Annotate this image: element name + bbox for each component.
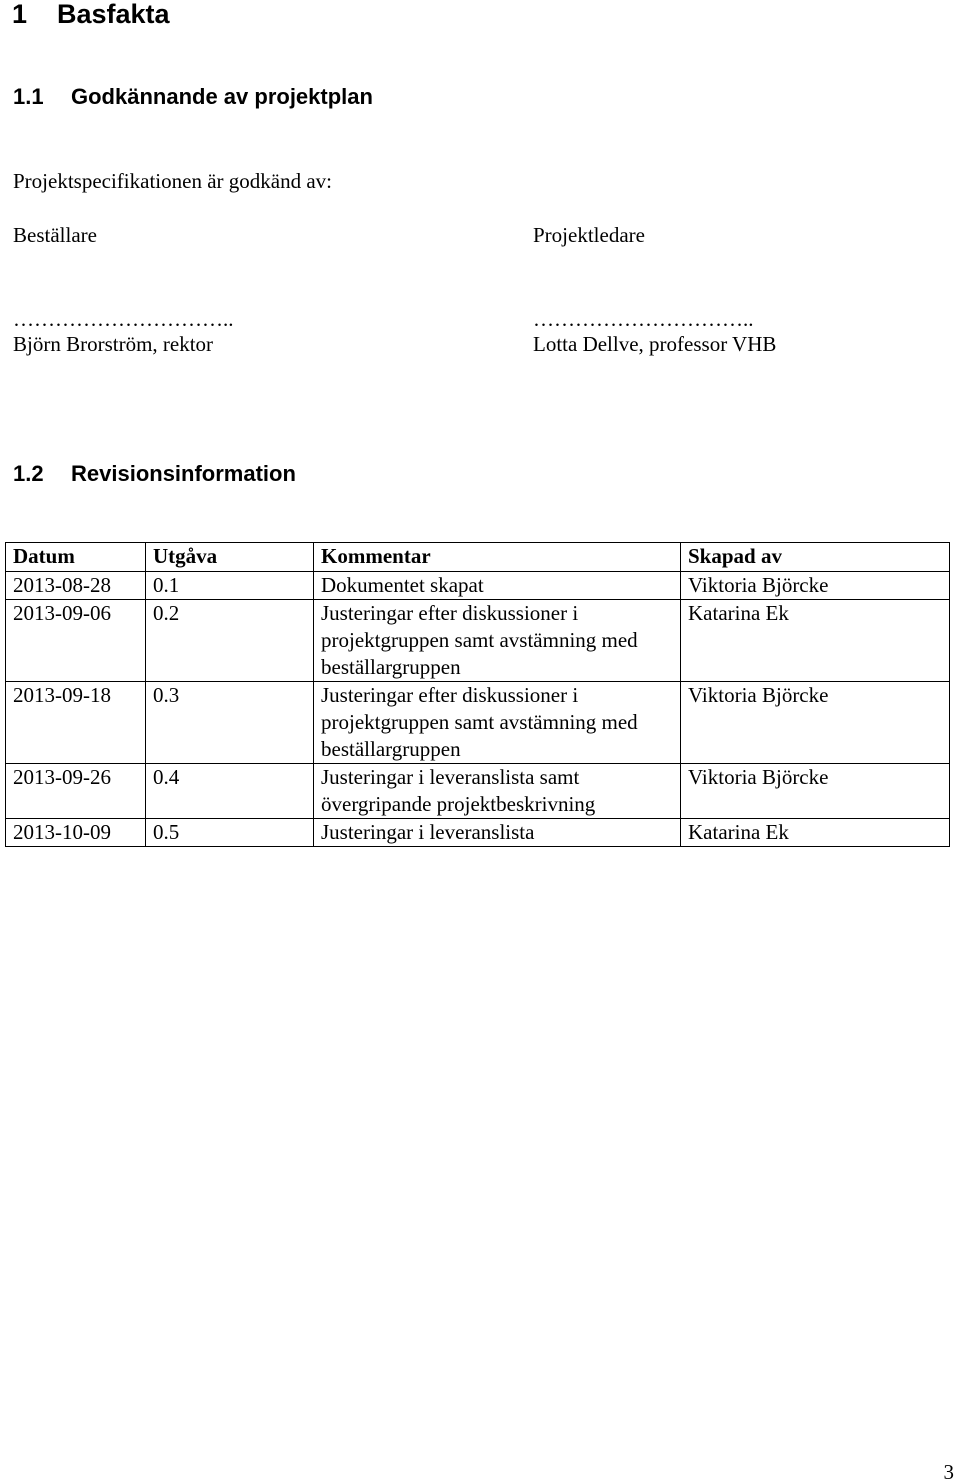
- cell-kommentar: Justeringar efter diskussioner i projektgruppen samt avstämning med beställargruppen: [314, 682, 681, 764]
- cell-datum: 2013-08-28: [6, 572, 146, 600]
- orderer-name: Björn Brorström, rektor: [13, 332, 214, 356]
- revision-number: 1.2: [13, 461, 44, 486]
- section-heading: [12, 0, 170, 30]
- cell-skapad-av: Viktoria Björcke: [681, 572, 950, 600]
- cell-utgava: 0.5: [146, 819, 314, 847]
- table-row: [6, 819, 950, 847]
- cell-datum: 2013-09-18: [6, 682, 146, 764]
- page-number: 3: [943, 1460, 954, 1484]
- header-utgava: Utgåva: [146, 543, 314, 572]
- orderer-label: Beställare: [13, 223, 97, 247]
- section-number: 1: [12, 0, 28, 29]
- cell-utgava: 0.1: [146, 572, 314, 600]
- cell-kommentar: Justeringar i leveranslista samt övergripande projektbeskrivning: [314, 764, 681, 819]
- cell-skapad-av: Viktoria Björcke: [681, 682, 950, 764]
- cell-kommentar: Justeringar i leveranslista: [314, 819, 681, 847]
- cell-utgava: 0.2: [146, 600, 314, 682]
- cell-datum: 2013-09-06: [6, 600, 146, 682]
- table-row: [6, 600, 950, 682]
- cell-skapad-av: Katarina Ek: [681, 819, 950, 847]
- cell-datum: 2013-09-26: [6, 764, 146, 819]
- project-manager-signature-line: …………………………..: [533, 307, 754, 331]
- approval-intro: Projektspecifikationen är godkänd av:: [13, 169, 332, 193]
- cell-skapad-av: Katarina Ek: [681, 600, 950, 682]
- revision-table-header-row: [6, 543, 950, 572]
- revision-heading: [13, 461, 296, 487]
- revision-table: [5, 542, 950, 847]
- cell-kommentar: Dokumentet skapat: [314, 572, 681, 600]
- approval-number: 1.1: [13, 84, 44, 109]
- cell-skapad-av: Viktoria Björcke: [681, 764, 950, 819]
- cell-datum: 2013-10-09: [6, 819, 146, 847]
- approval-title: Godkännande av projektplan: [71, 84, 373, 109]
- cell-utgava: 0.3: [146, 682, 314, 764]
- table-row: [6, 682, 950, 764]
- orderer-signature-line: …………………………..: [13, 307, 234, 331]
- project-manager-label: Projektledare: [533, 223, 645, 247]
- header-skapad-av: Skapad av: [681, 543, 950, 572]
- approval-heading: [13, 84, 373, 110]
- table-row: [6, 764, 950, 819]
- cell-utgava: 0.4: [146, 764, 314, 819]
- section-title: Basfakta: [57, 0, 170, 29]
- revision-title: Revisionsinformation: [71, 461, 296, 486]
- header-kommentar: Kommentar: [314, 543, 681, 572]
- header-datum: Datum: [6, 543, 146, 572]
- cell-kommentar: Justeringar efter diskussioner i projektgruppen samt avstämning med beställargruppen: [314, 600, 681, 682]
- project-manager-name: Lotta Dellve, professor VHB: [533, 332, 777, 356]
- table-row: [6, 572, 950, 600]
